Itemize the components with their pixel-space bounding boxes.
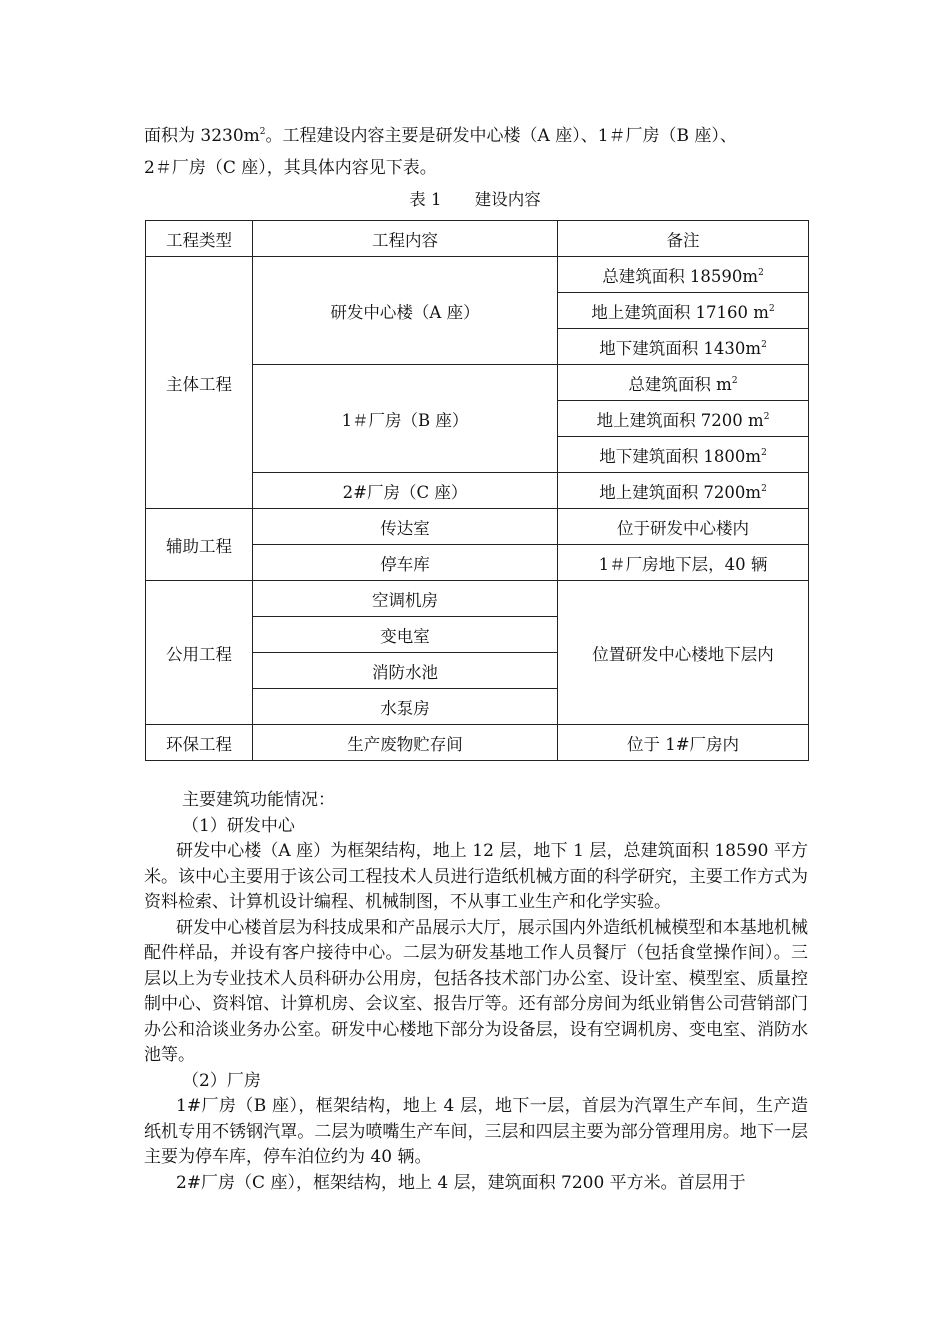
note-text: 地下建筑面积 1800m <box>599 446 762 466</box>
table-row <box>146 509 809 545</box>
table-caption <box>0 186 950 210</box>
note-text: 地上建筑面积 7200 m <box>596 410 764 430</box>
note-cell <box>558 437 809 473</box>
header-cell: 工程内容 <box>253 221 558 257</box>
type-cell: 环保工程 <box>146 725 253 761</box>
superscript: 2 <box>763 411 770 422</box>
note-cell <box>558 257 809 293</box>
superscript: 2 <box>761 339 767 350</box>
note-text: 地上建筑面积 17160 m <box>591 302 769 322</box>
note-cell: 位于研发中心楼内 <box>558 509 809 545</box>
table-header-row <box>146 221 809 257</box>
content-cell: 1＃厂房（B 座） <box>253 365 558 473</box>
superscript: 2 <box>761 483 767 494</box>
note-cell: 位于 1#厂房内 <box>558 725 809 761</box>
note-cell <box>558 293 809 329</box>
note-cell: 1＃厂房地下层，40 辆 <box>558 545 809 581</box>
header-cell: 工程类型 <box>146 221 253 257</box>
table-row <box>146 725 809 761</box>
subsection-title: （1）研发中心 <box>182 815 295 836</box>
intro-line-1 <box>144 120 812 152</box>
note-text: 总建筑面积 m <box>628 374 732 394</box>
intro-paragraph <box>144 120 812 184</box>
content-cell: 研发中心楼（A 座） <box>253 257 558 365</box>
content-cell: 传达室 <box>253 509 558 545</box>
note-cell <box>558 473 809 509</box>
body-paragraph: 研发中心楼（A 座）为框架结构，地上 12 层，地下 1 层，总建筑面积 18590 平方米。该中心主要用于该公司工程技术人员进行造纸机械方面的科学研究，主要工作方式为资料检索、计算机设计编程、机械制图，不从事工业生产和化学实验。 <box>144 841 808 912</box>
type-cell: 公用工程 <box>146 581 253 725</box>
table-row <box>146 581 809 617</box>
content-cell: 2#厂房（C 座） <box>253 473 558 509</box>
content-cell: 水泵房 <box>253 689 558 725</box>
superscript: 2 <box>761 447 767 458</box>
note-cell <box>558 401 809 437</box>
subsection-title: （2）厂房 <box>182 1070 261 1091</box>
intro-line-2: 2＃厂房（C 座），其具体内容见下表。 <box>144 158 437 178</box>
superscript: 2 <box>731 375 738 386</box>
table-row <box>146 257 809 293</box>
note-cell <box>558 365 809 401</box>
note-text: 总建筑面积 18590m <box>602 266 759 286</box>
content-cell: 停车库 <box>253 545 558 581</box>
note-text: 地上建筑面积 7200m <box>599 482 762 502</box>
note-cell <box>558 329 809 365</box>
table-number: 表 1 <box>409 190 442 209</box>
superscript: 2 <box>758 267 764 278</box>
type-cell: 主体工程 <box>146 257 253 509</box>
superscript: 2 <box>259 127 266 137</box>
intro-text: 。工程建设内容主要是研发中心楼（A 座）、1＃厂房（B 座）、 <box>265 126 737 146</box>
table-title: 建设内容 <box>474 190 541 209</box>
content-cell: 空调机房 <box>253 581 558 617</box>
intro-text: 面积为 3230m <box>144 126 260 146</box>
note-cell: 位置研发中心楼地下层内 <box>558 581 809 725</box>
body-section <box>144 788 808 1196</box>
type-cell: 辅助工程 <box>146 509 253 581</box>
header-cell: 备注 <box>558 221 809 257</box>
body-paragraph: 2#厂房（C 座），框架结构，地上 4 层，建筑面积 7200 平方米。首层用于 <box>176 1172 746 1193</box>
content-cell: 消防水池 <box>253 653 558 689</box>
superscript: 2 <box>768 303 775 314</box>
content-cell: 变电室 <box>253 617 558 653</box>
body-paragraph: 研发中心楼首层为科技成果和产品展示大厅，展示国内外造纸机械模型和本基地机械配件样品，并设有客户接待中心。二层为研发基地工作人员餐厅（包括食堂操作间）。三层以上为专业技术人员科研办公用房，包括各技术部门办公室、设计室、模型室、质量控制中心、资料馆、计算机房、会议室、报告厅等。还有部分房间为纸业销售公司营销部门办公和洽谈业务办公室。研发中心楼地下部分为设备层，设有空调机房、变电室、消防水池等。 <box>144 917 808 1065</box>
content-cell: 生产废物贮存间 <box>253 725 558 761</box>
note-text: 地下建筑面积 1430m <box>599 338 762 358</box>
body-paragraph: 1#厂房（B 座），框架结构，地上 4 层，地下一层，首层为汽罩生产车间，生产造纸机专用不锈钢汽罩。二层为喷嘴生产车间，三层和四层主要为部分管理用房。地下一层主要为停车库，停车泊位约为 40 辆。 <box>144 1096 808 1167</box>
construction-content-table <box>145 220 809 761</box>
section-heading: 主要建筑功能情况： <box>182 790 335 810</box>
